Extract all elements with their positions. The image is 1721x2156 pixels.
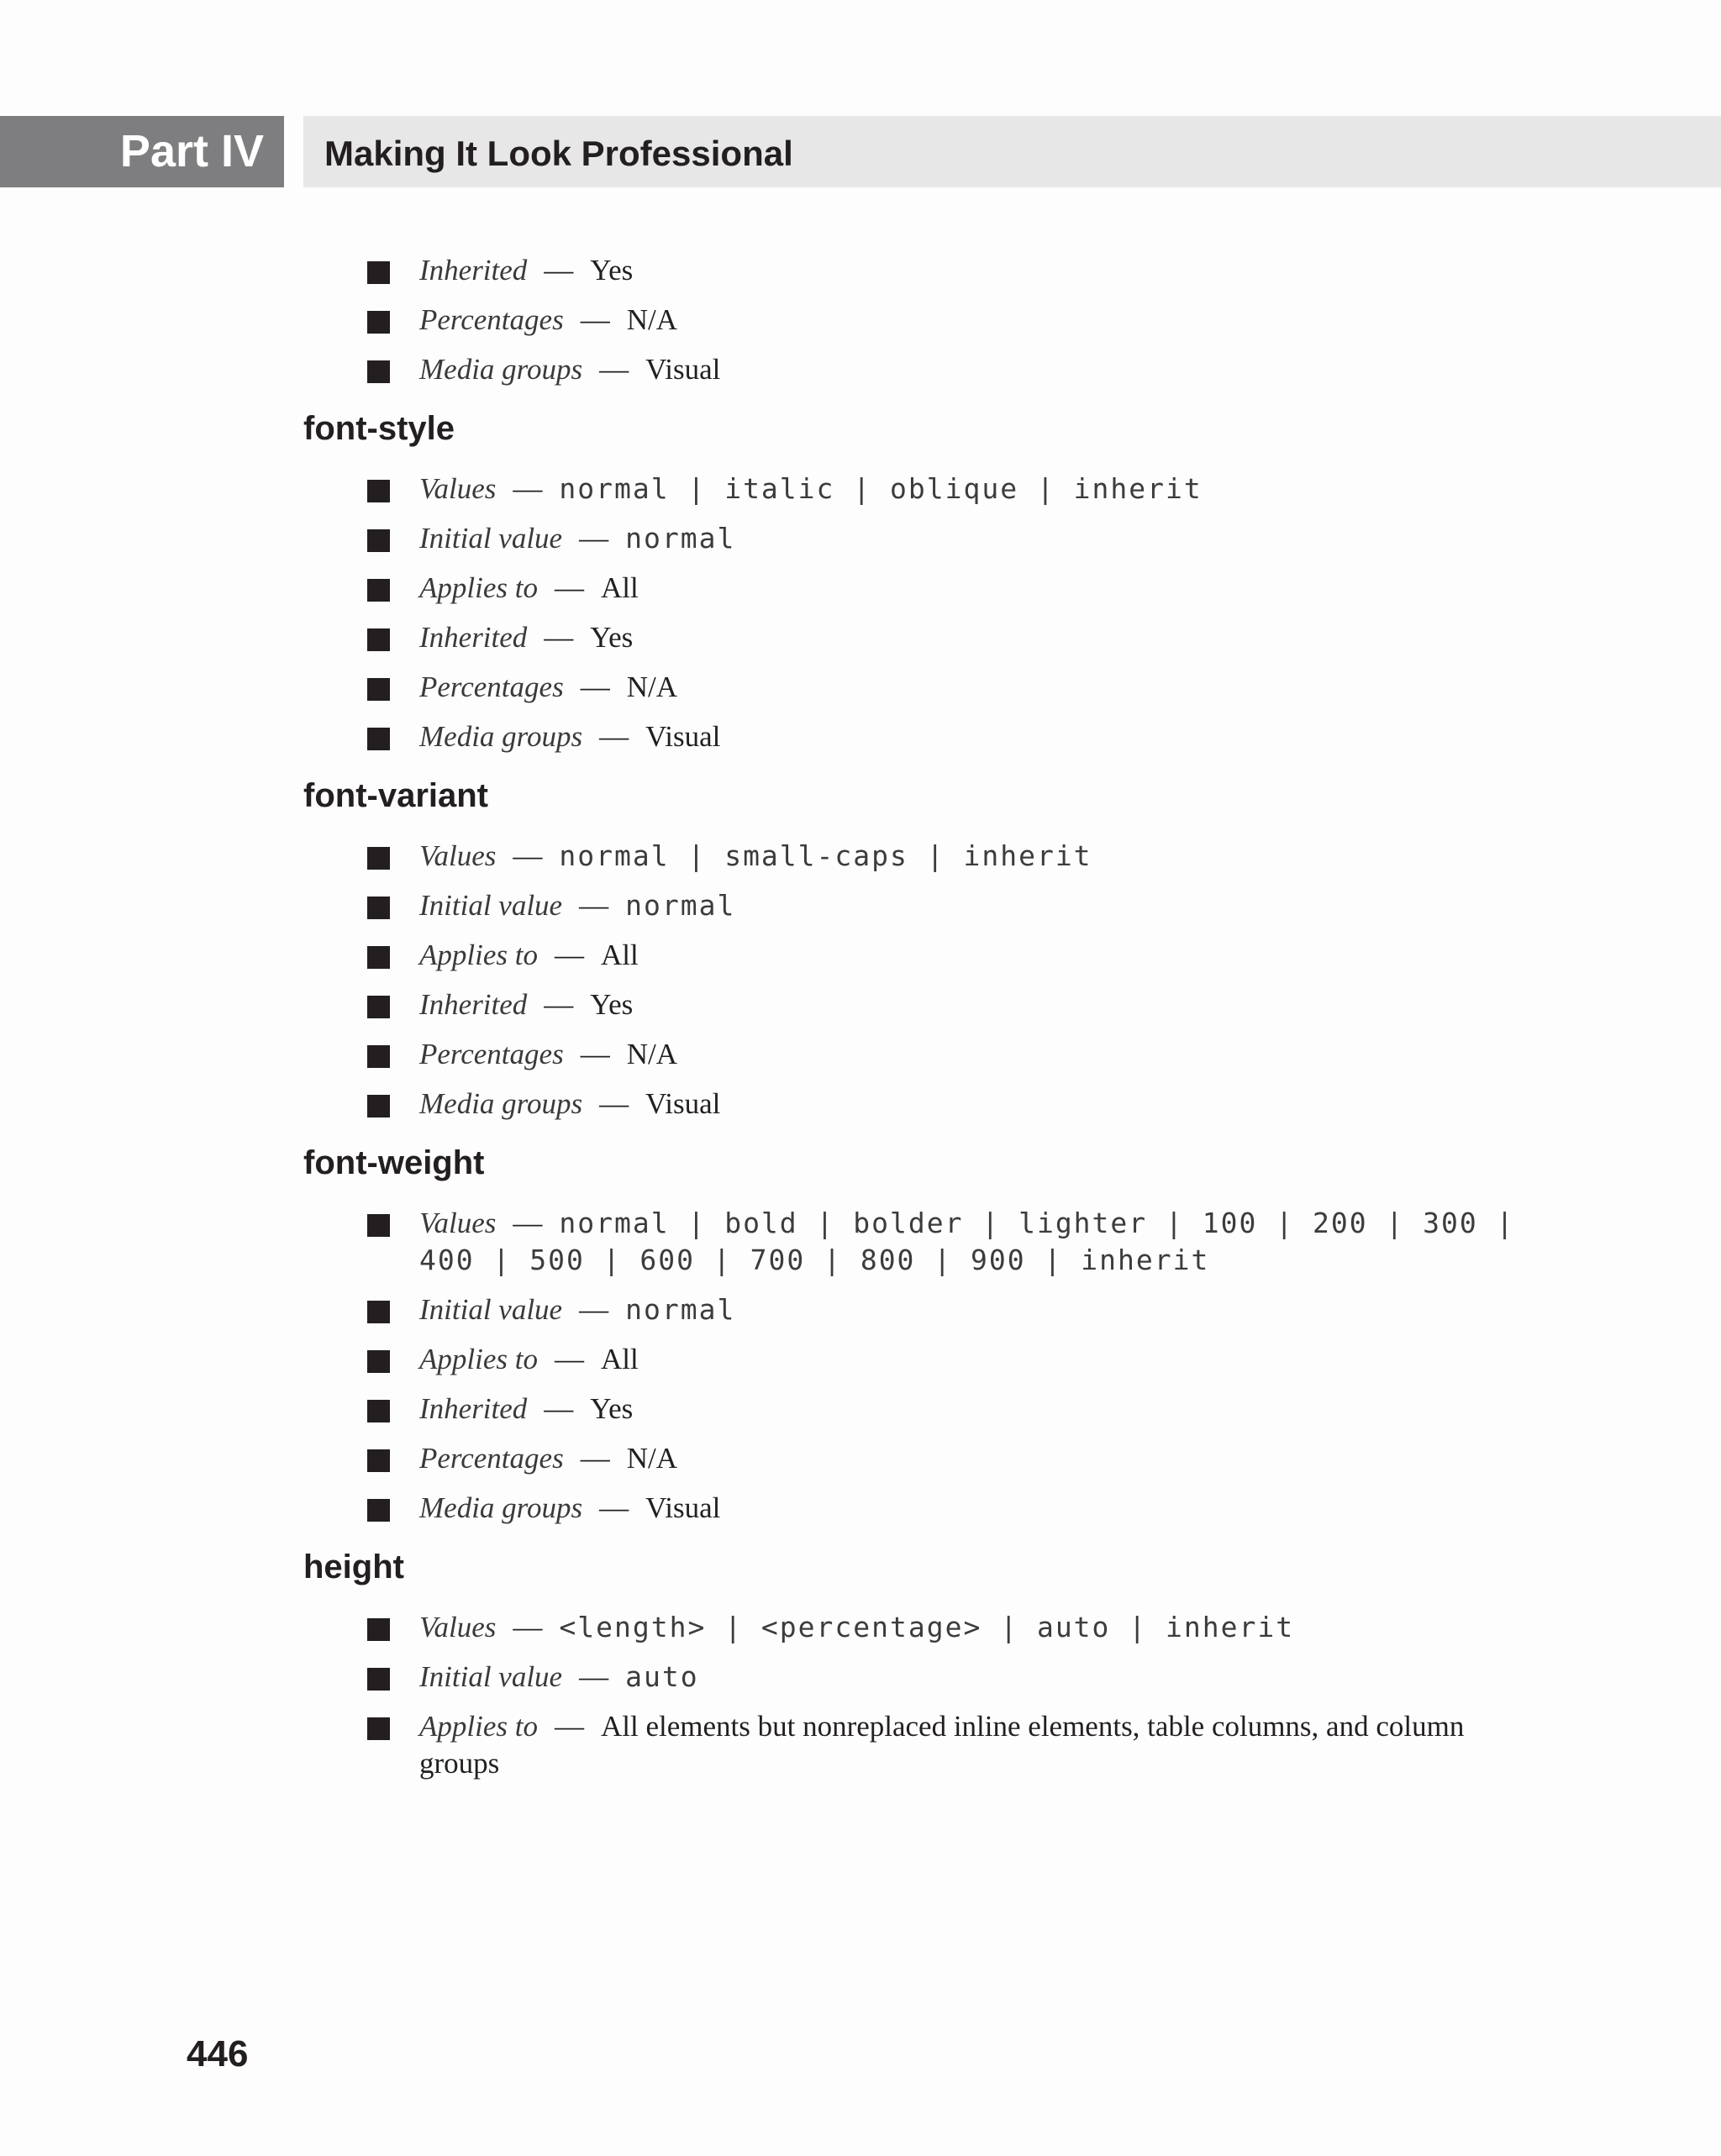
- list-item: Applies to — All: [303, 570, 1547, 607]
- property-name: Applies to: [419, 1343, 538, 1375]
- property-name: Values: [419, 472, 497, 505]
- property-value: auto: [625, 1660, 699, 1693]
- list-item: Percentages — N/A: [303, 669, 1547, 706]
- property-value: normal: [625, 889, 736, 922]
- square-bullet-icon: [367, 728, 390, 750]
- list-item: Percentages — N/A: [303, 1036, 1547, 1073]
- square-bullet-icon: [367, 1301, 390, 1323]
- property-name: Applies to: [419, 571, 538, 604]
- list-item: Applies to — All: [303, 937, 1547, 974]
- square-bullet-icon: [367, 311, 390, 334]
- square-bullet-icon: [367, 579, 390, 602]
- property-name: Percentages: [419, 670, 564, 703]
- running-header: [303, 116, 1721, 187]
- property-value: normal | bold | bolder | lighter | 100 | 200 | 300 | 400 | 500 | 600 | 700 | 800 | 900 | inherit: [419, 1207, 1515, 1276]
- property-list-font-style: [303, 471, 1547, 755]
- property-name: Values: [419, 839, 497, 872]
- property-value: normal: [625, 522, 736, 555]
- property-name: Percentages: [419, 1442, 564, 1475]
- square-bullet-icon: [367, 1618, 390, 1641]
- part-label: Part IV: [0, 116, 284, 187]
- property-name: Initial value: [419, 522, 563, 555]
- property-name: Inherited: [419, 988, 528, 1021]
- section-heading-font-weight: font-weight: [303, 1144, 485, 1181]
- property-name: Media groups: [419, 1491, 583, 1524]
- square-bullet-icon: [367, 1449, 390, 1472]
- property-value: Yes: [590, 988, 634, 1021]
- property-value: All elements but nonreplaced inline elements, table columns, and column groups: [419, 1710, 1465, 1780]
- list-item: Media groups — Visual: [303, 1086, 1547, 1123]
- property-value: Yes: [590, 254, 634, 287]
- property-name: Percentages: [419, 1038, 564, 1070]
- section-heading-font-style: font-style: [303, 410, 455, 447]
- property-name: Percentages: [419, 303, 564, 336]
- property-name: Applies to: [419, 939, 538, 971]
- square-bullet-icon: [367, 946, 390, 969]
- property-name: Media groups: [419, 353, 583, 386]
- square-bullet-icon: [367, 996, 390, 1018]
- list-item: Media groups — Visual: [303, 1490, 1547, 1527]
- property-value: Yes: [590, 621, 634, 654]
- list-item: Inherited — Yes: [303, 252, 1547, 289]
- property-value: Yes: [590, 1392, 634, 1425]
- square-bullet-icon: [367, 1095, 390, 1117]
- square-bullet-icon: [367, 1717, 390, 1740]
- property-name: Inherited: [419, 1392, 528, 1425]
- square-bullet-icon: [367, 1350, 390, 1373]
- section-heading-height: height: [303, 1549, 404, 1585]
- list-item: Values — normal | small-caps | inherit: [303, 838, 1547, 875]
- property-value: All: [600, 571, 639, 604]
- property-value: N/A: [626, 1038, 677, 1070]
- property-value: Visual: [645, 720, 721, 753]
- property-name: Initial value: [419, 889, 563, 922]
- square-bullet-icon: [367, 897, 390, 919]
- list-item: Initial value — normal: [303, 520, 1547, 557]
- property-value: N/A: [626, 303, 677, 336]
- property-value: <length> | <percentage> | auto | inherit: [559, 1611, 1295, 1643]
- property-value: Visual: [645, 1087, 721, 1120]
- property-value: Visual: [645, 353, 721, 386]
- property-value: Visual: [645, 1491, 721, 1524]
- list-item: Values — normal | italic | oblique | inherit: [303, 471, 1547, 507]
- list-item: Inherited — Yes: [303, 619, 1547, 656]
- list-item: Values — normal | bold | bolder | lighter | 100 | 200 | 300 | 400 | 500 | 600 | 700 | 800 | 900 | inherit: [303, 1205, 1547, 1279]
- list-item: Media groups — Visual: [303, 718, 1547, 755]
- property-list-font-variant: [303, 838, 1547, 1123]
- property-name: Applies to: [419, 1710, 538, 1743]
- list-item: Applies to — All elements but nonreplaced inline elements, table columns, and column groups: [303, 1708, 1547, 1782]
- property-name: Media groups: [419, 720, 583, 753]
- property-value: N/A: [626, 670, 677, 703]
- chapter-title: Making It Look Professional: [324, 134, 793, 173]
- square-bullet-icon: [367, 529, 390, 552]
- list-item: Inherited — Yes: [303, 986, 1547, 1023]
- square-bullet-icon: [367, 261, 390, 284]
- square-bullet-icon: [367, 1668, 390, 1691]
- intro-property-list: [303, 252, 1547, 388]
- property-value: normal: [625, 1293, 736, 1326]
- list-item: Media groups — Visual: [303, 351, 1547, 388]
- square-bullet-icon: [367, 1045, 390, 1068]
- property-value: normal | italic | oblique | inherit: [559, 472, 1203, 505]
- list-item: Initial value — normal: [303, 887, 1547, 924]
- square-bullet-icon: [367, 1499, 390, 1522]
- square-bullet-icon: [367, 847, 390, 870]
- list-item: Initial value — normal: [303, 1291, 1547, 1328]
- square-bullet-icon: [367, 678, 390, 701]
- property-value: N/A: [626, 1442, 677, 1475]
- section-heading-font-variant: font-variant: [303, 777, 488, 814]
- page-number: 446: [187, 2033, 249, 2074]
- property-name: Values: [419, 1207, 497, 1239]
- square-bullet-icon: [367, 360, 390, 383]
- list-item: Percentages — N/A: [303, 302, 1547, 339]
- property-name: Initial value: [419, 1660, 563, 1693]
- list-item: Percentages — N/A: [303, 1440, 1547, 1477]
- square-bullet-icon: [367, 1214, 390, 1237]
- property-name: Initial value: [419, 1293, 563, 1326]
- property-name: Inherited: [419, 254, 528, 287]
- property-name: Media groups: [419, 1087, 583, 1120]
- property-value: All: [600, 1343, 639, 1375]
- square-bullet-icon: [367, 480, 390, 502]
- square-bullet-icon: [367, 1400, 390, 1422]
- page-content: [303, 252, 1547, 1795]
- property-value: All: [600, 939, 639, 971]
- list-item: Inherited — Yes: [303, 1391, 1547, 1428]
- list-item: Applies to — All: [303, 1341, 1547, 1378]
- property-name: Inherited: [419, 621, 528, 654]
- property-list-height: [303, 1609, 1547, 1782]
- list-item: Initial value — auto: [303, 1659, 1547, 1696]
- property-name: Values: [419, 1611, 497, 1643]
- property-value: normal | small-caps | inherit: [559, 839, 1092, 872]
- property-list-font-weight: [303, 1205, 1547, 1527]
- square-bullet-icon: [367, 628, 390, 651]
- list-item: Values — <length> | <percentage> | auto | inherit: [303, 1609, 1547, 1646]
